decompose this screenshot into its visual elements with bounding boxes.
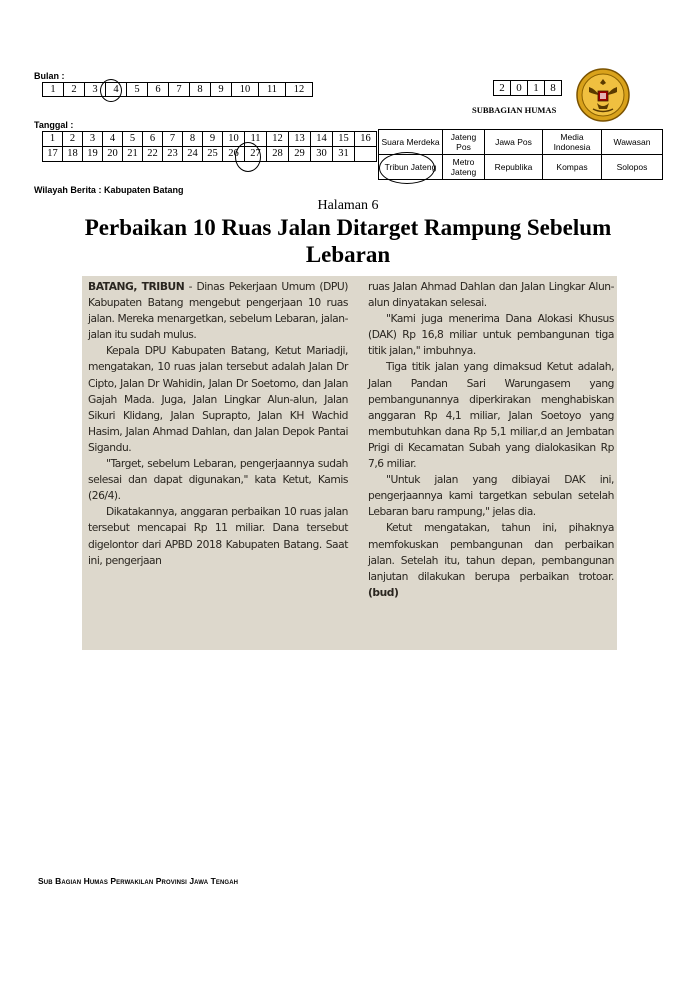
article-paragraph: "Kami juga menerima Dana Alokasi Khusus (DAK) Rp 16,8 miliar untuk pembangunan tiga titik jalan," imbuhnya. [368, 312, 614, 358]
year-digit: 8 [545, 81, 562, 96]
month-cell: 7 [169, 83, 190, 97]
date-cell: 17 [43, 147, 63, 162]
year-digit: 0 [511, 81, 528, 96]
month-grid [42, 82, 313, 97]
date-cell: 23 [163, 147, 183, 162]
date-cell: 5 [123, 132, 143, 147]
date-cell: 31 [333, 147, 355, 162]
garuda-emblem-icon [575, 67, 631, 123]
paper-cell: Wawasan [602, 130, 663, 155]
year-grid [493, 80, 562, 96]
page-footer: Sub Bagian Humas Perwakilan Provinsi Jawa Tengah [38, 876, 239, 886]
date-cell: 11 [245, 132, 267, 147]
paper-cell: Solopos [602, 155, 663, 180]
year-digit: 1 [528, 81, 545, 96]
month-cell: 8 [190, 83, 211, 97]
month-cell: 11 [259, 83, 286, 97]
month-cell: 9 [211, 83, 232, 97]
date-cell: 1 [43, 132, 63, 147]
month-cell: 5 [127, 83, 148, 97]
date-cell: 13 [289, 132, 311, 147]
date-cell: 19 [83, 147, 103, 162]
paper-cell: Media Indonesia [543, 130, 602, 155]
month-cell: 1 [43, 83, 64, 97]
paper-cell: Suara Merdeka [379, 130, 443, 155]
date-cell: 30 [311, 147, 333, 162]
paper-cell: Republika [485, 155, 543, 180]
date-cell: 29 [289, 147, 311, 162]
date-selection-circle [235, 142, 261, 172]
article-paragraph: "Untuk jalan yang dibiayai DAK ini, pengerjaannya kami targetkan sebulan setelah Lebaran baru rampung," jelas dia. [368, 473, 614, 519]
month-cell: 12 [286, 83, 313, 97]
date-cell: 21 [123, 147, 143, 162]
date-grid [42, 131, 377, 162]
article-paragraph: Ketut mengatakan, tahun ini, pihaknya memfokuskan pembangunan dan perbaikan jalan. Setelah itu, tahun depan, pembangunan lanjutan dilakukan berupa perbaikan trotoar. (bud) [368, 521, 614, 599]
year-digit: 2 [494, 81, 511, 96]
month-cell: 2 [64, 83, 85, 97]
date-cell: 2 [63, 132, 83, 147]
tanggal-label: Tanggal : [34, 120, 74, 130]
paper-cell-selected: Tribun Jateng [379, 155, 443, 180]
article-paragraph: ruas Jalan Ahmad Dahlan dan Jalan Lingkar Alun-alun dinyatakan selesai. [368, 280, 614, 310]
date-cell: 9 [203, 132, 223, 147]
month-cell: 10 [232, 83, 259, 97]
newspaper-clipping [82, 276, 617, 650]
page-number: Halaman 6 [317, 198, 379, 213]
dateline: BATANG, TRIBUN [88, 280, 185, 293]
date-cell: 18 [63, 147, 83, 162]
month-cell: 3 [85, 83, 106, 97]
paper-cell: Metro Jateng [443, 155, 485, 180]
date-cell: 22 [143, 147, 163, 162]
paper-selection-circle [379, 152, 435, 184]
date-cell: 10 [223, 132, 245, 147]
date-cell: 24 [183, 147, 203, 162]
month-cell-selected: 4 [106, 83, 127, 97]
date-cell: 28 [267, 147, 289, 162]
date-cell: 25 [203, 147, 223, 162]
author-signature: (bud) [368, 585, 399, 599]
article-paragraph: BATANG, TRIBUN - Dinas Pekerjaan Umum (DPU) Kabupaten Batang mengebut pengerjaan 10 ruas jalan. Mereka menargetkan, sebelum Lebaran, jalan-jalan itu sudah mulus. [88, 280, 348, 342]
date-cell: 7 [163, 132, 183, 147]
wilayah-berita: Wilayah Berita : Kabupaten Batang [34, 185, 184, 195]
paper-cell: Kompas [543, 155, 602, 180]
article-paragraph: Tiga titik jalan yang dimaksud Ketut adalah, Jalan Pandan Sari Warungasem yang pembangunannya diperkirakan menghabiskan anggaran Rp 4,1 miliar, Jalan Soetoyo yang membutuhkan dana Rp 5,1 miliar,d an Jembatan Prigi di Kecamatan Subah yang dialokasikan Rp 7,6 miliar. [368, 360, 614, 471]
date-cell: 8 [183, 132, 203, 147]
article-column-left [88, 279, 348, 569]
month-cell: 6 [148, 83, 169, 97]
date-cell: 16 [355, 132, 377, 147]
date-cell: 15 [333, 132, 355, 147]
article-headline: Perbaikan 10 Ruas Jalan Ditarget Rampung Sebelum Lebaran [84, 215, 612, 267]
date-cell: 20 [103, 147, 123, 162]
month-selection-circle [100, 79, 122, 102]
bulan-label: Bulan : [34, 71, 65, 81]
article-paragraph: "Target, sebelum Lebaran, pengerjaannya sudah selesai dan dapat digunakan," kata Ketut, Kamis (26/4). [88, 457, 348, 503]
paper-cell: Jateng Pos [443, 130, 485, 155]
article-paragraph: Dikatakannya, anggaran perbaikan 10 ruas jalan tersebut mencapai Rp 11 miliar. Dana tersebut digelontor dari APBD 2018 Kabupaten Batang. Saat ini, pengerjaan [88, 505, 348, 567]
date-cell: 14 [311, 132, 333, 147]
paper-cell: Jawa Pos [485, 130, 543, 155]
date-cell: 4 [103, 132, 123, 147]
article-column-right [368, 279, 614, 601]
date-cell: 6 [143, 132, 163, 147]
date-cell: 12 [267, 132, 289, 147]
article-paragraph: Kepala DPU Kabupaten Batang, Ketut Mariadji, mengatakan, 10 ruas jalan tersebut adalah Jalan Dr Cipto, Jalan Dr Wahidin, Jalan Dr Soetomo, dan Jalan Gajah Mada. Juga, Jalan Lingkar Alun-alun, Jalan Sikuri Klidang, Jalan Suprapto, Jalan KH Wachid Hasim, Jalan Ahmad Dahlan, dan Jalan Depok Pantai Sigandu. [88, 344, 348, 454]
date-cell: 3 [83, 132, 103, 147]
subbagian-humas-label: SUBBAGIAN HUMAS [472, 105, 557, 115]
date-cell [355, 147, 377, 162]
date-cell: 26 [223, 147, 245, 162]
date-cell-selected: 27 [245, 147, 267, 162]
